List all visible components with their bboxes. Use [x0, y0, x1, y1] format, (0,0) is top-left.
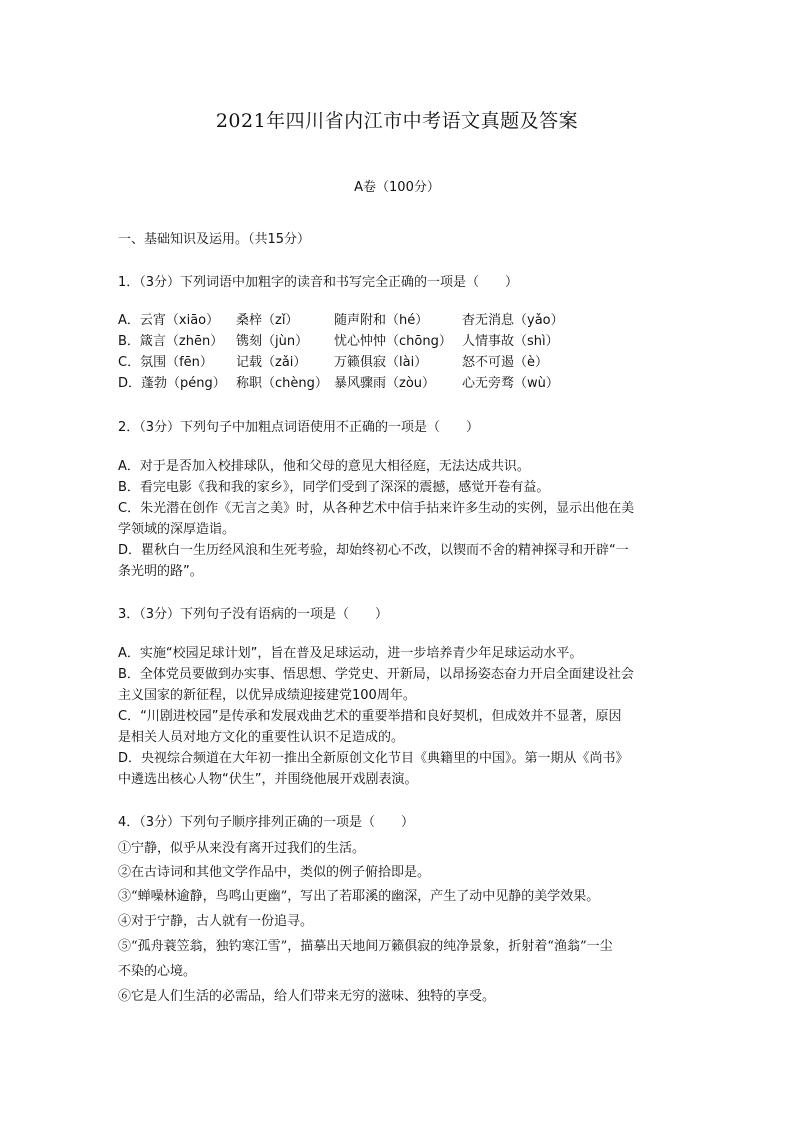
question-3-option-d: D．央视综合频道在大年初一推出全新原创文化节目《典籍里的中国》。第一期从《尚书》 [118, 751, 629, 766]
question-3-stem: 3．（3分）下列句子没有语病的一项是（ ） [118, 607, 389, 622]
question-3-option-b: B．全体党员要做到办实事、悟思想、学党史、开新局，以昂扬姿态奋力开启全面建设社会 [118, 667, 634, 682]
page-title: 2021年四川省内江市中考语文真题及答案 [215, 110, 579, 132]
option-term: 称职（chèng） [236, 376, 328, 391]
question-2-option-d-cont: 条光明的路”。 [118, 564, 203, 579]
option-term: 暴风骤雨（zòu） [334, 376, 436, 391]
option-term: 记载（zǎi） [236, 355, 307, 370]
question-3-option-c: C．“川剧进校园”是传承和发展戏曲艺术的重要举措和良好契机，但成效并不显著，原因 [118, 709, 622, 724]
question-4-sentence-2: ②在古诗词和其他文学作品中，类似的例子俯拾即是。 [118, 865, 431, 880]
question-1-option-a [118, 310, 602, 331]
question-2-option-b: B．看完电影《我和我的家乡》，同学们受到了深深的震撼，感觉开卷有益。 [118, 480, 550, 495]
option-term: A．云宵（xiāo） [118, 313, 220, 328]
question-4-stem: 4．（3分）下列句子顺序排列正确的一项是（ ） [118, 815, 415, 830]
option-term: 人情事故（shì） [462, 334, 559, 349]
option-term: 杳无消息（yǎo） [462, 313, 564, 328]
question-4-sentence-5: ⑤“孤舟蓑笠翁，独钓寒江雪”，描摹出天地间万籁俱寂的纯净景象，折射着“渔翁”一尘 [118, 939, 613, 954]
option-term: 心无旁骛（wù） [462, 376, 559, 391]
option-term: B．箴言（zhēn） [118, 334, 224, 349]
question-3-option-a: A．实施“校园足球计划”，旨在普及足球运动，进一步培养青少年足球运动水平。 [118, 646, 583, 661]
question-2-option-c-cont: 学领域的深厚造诣。 [118, 522, 236, 537]
paper-section-label: A卷（100分） [354, 180, 440, 195]
option-term: 怒不可遏（è） [462, 355, 548, 370]
question-1-option-c [118, 352, 602, 373]
question-4-sentence-3: ③“蝉噪林逾静，鸟鸣山更幽”，写出了若耶溪的幽深，产生了动中见静的美学效果。 [118, 889, 600, 904]
question-4-sentence-1: ①宁静，似乎从来没有离开过我们的生活。 [118, 841, 366, 856]
question-3-option-c-cont: 是相关人员对地方文化的重要性认识不足造成的。 [118, 730, 405, 745]
option-term: C．氛围（fēn） [118, 355, 213, 370]
question-3-option-d-cont: 中遴选出核心人物“伏生”，并围绕他展开戏剧表演。 [118, 772, 418, 787]
option-term: D．蓬勃（péng） [118, 376, 226, 391]
question-2-stem: 2．（3分）下列句子中加粗点词语使用不正确的一项是（ ） [118, 420, 480, 435]
option-term: 桑梓（zǐ） [236, 313, 299, 328]
question-4-sentence-6: ⑥它是人们生活的必需品，给人们带来无穷的滋味、独特的享受。 [118, 989, 496, 1004]
question-1-stem: 1．（3分）下列词语中加粗字的读音和书写完全正确的一项是（ ） [118, 275, 519, 290]
question-3-option-b-cont: 主义国家的新征程，以优异成绩迎接建党100周年。 [118, 688, 416, 703]
question-4-sentence-5-cont: 不染的心境。 [118, 964, 197, 979]
option-term: 万籁俱寂（lài） [334, 355, 428, 370]
option-term: 忧心忡忡（chōng） [334, 334, 452, 349]
question-1-option-b [118, 331, 602, 352]
question-4-sentence-4: ④对于宁静，古人就有一份追寻。 [118, 914, 314, 929]
section-heading: 一、基础知识及运用。（共15分） [118, 232, 311, 247]
option-term: 随声附和（hé） [334, 313, 429, 328]
option-term: 镌刻（jùn） [236, 334, 309, 349]
question-2-option-a: A．对于是否加入校排球队，他和父母的意见大相径庭，无法达成共识。 [118, 459, 530, 474]
question-2-option-d: D．瞿秋白一生历经风浪和生死考验，却始终初心不改，以锲而不舍的精神探寻和开辟“一 [118, 543, 629, 558]
question-1-option-d [118, 373, 602, 394]
question-2-option-c: C．朱光潜在创作《无言之美》时，从各种艺术中信手拈来许多生动的实例，显示出他在美 [118, 501, 635, 516]
